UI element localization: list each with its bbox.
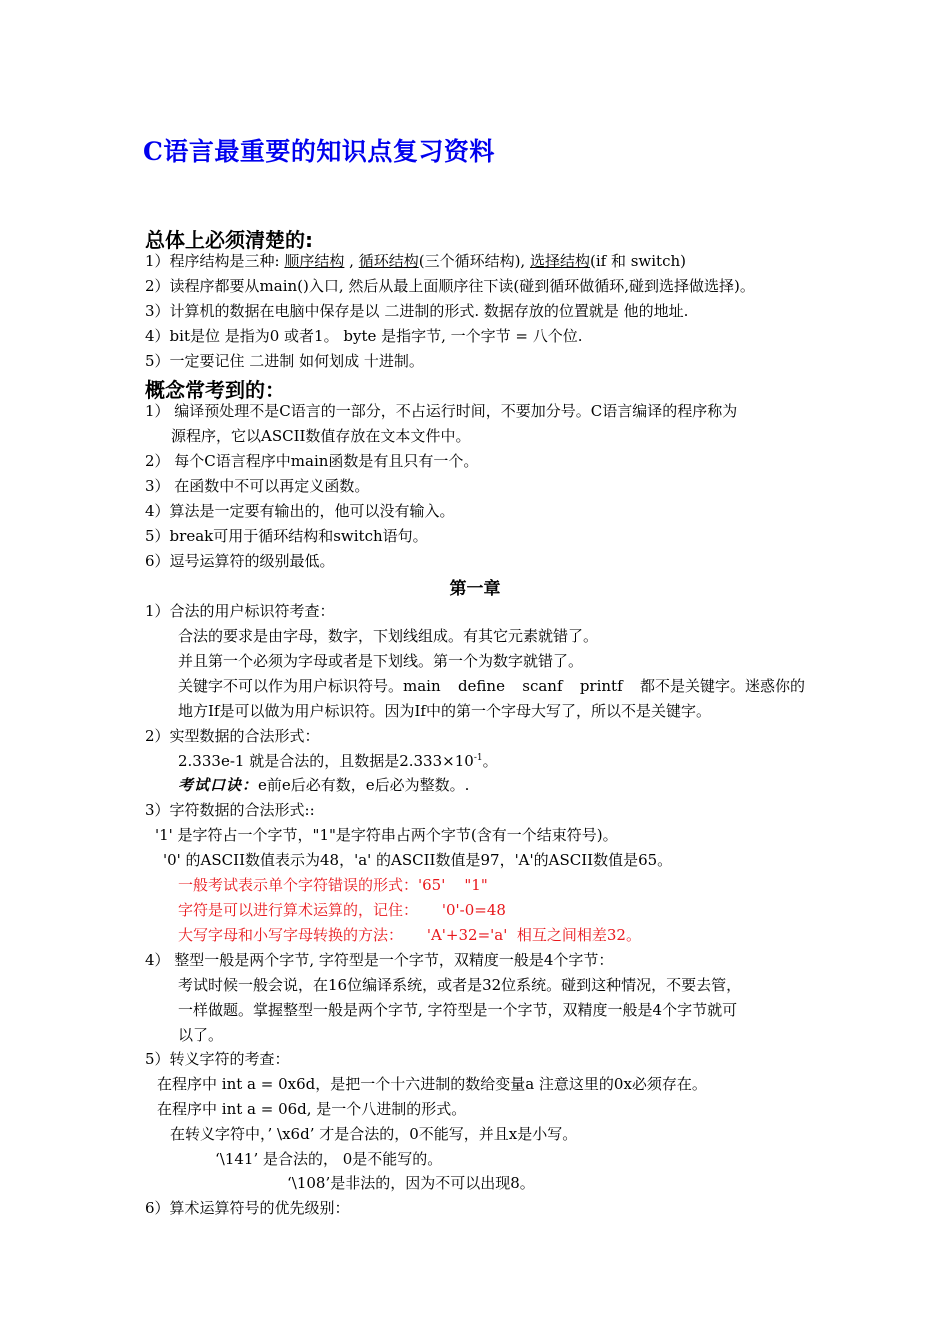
term-sequential: 顺序结构: [284, 252, 345, 270]
ch1-point-3b: '0' 的ASCII数值表示为48，'a' 的ASCII数值是97，'A'的ASCII数值是65。: [163, 851, 673, 869]
concept-line-4: 4）算法是一定要有输出的，他可以没有输入。: [145, 502, 455, 520]
ch1-point-4c: 以了。: [178, 1026, 224, 1044]
overview-line-3: 3）计算机的数据在电脑中保存是以 二进制的形式. 数据存放的位置就是 他的地址.: [145, 302, 689, 320]
ch1-point-4: 4） 整型一般是两个字节, 字符型是一个字节，双精度一般是4个字节：: [145, 951, 614, 969]
concept-line-6: 6）逗号运算符的级别最低。: [145, 552, 335, 570]
ch1-point-5b: 在程序中 int a = 06d, 是一个八进制的形式。: [157, 1100, 467, 1118]
ch1-point-1c: 关键字不可以作为用户标识符号。main define scanf printf 都不是关键字。迷惑你的: [178, 677, 805, 695]
ch1-point-4a: 考试时候一般会说，在16位编译系统，或者是32位系统。碰到这种情况，不要去管，: [178, 976, 742, 994]
overview-line-2: 2）读程序都要从main()入口, 然后从最上面顺序往下读(碰到循环做循环,碰到选择做选择)。: [145, 277, 755, 295]
ch1-point-3: 3）字符数据的合法形式::: [145, 801, 315, 819]
ch1-point-5c: 在转义字符中，’ \x6d’ 才是合法的，0不能写，并且x是小写。: [170, 1125, 578, 1143]
chapter-heading: 第一章: [449, 579, 501, 599]
overview-line-1: 1）程序结构是三种: 顺序结构 , 循环结构(三个循环结构), 选择结构(if 和 switch): [145, 252, 686, 270]
ch1-point-3c: 一般考试表示单个字符错误的形式：'65' "1": [178, 876, 488, 894]
ch1-point-3d: 字符是可以进行算术运算的，记住： '0'-0=48: [178, 901, 506, 919]
ch1-point-1: 1）合法的用户标识符考查：: [145, 602, 335, 620]
ch1-point-3e: 大写字母和小写字母转换的方法： 'A'+32='a' 相互之间相差32。: [178, 926, 641, 944]
ch1-point-6: 6）算术运算符号的优先级别：: [145, 1199, 350, 1217]
ch1-point-2: 2）实型数据的合法形式：: [145, 727, 320, 745]
ch1-point-2b: 考试口诀：e前e后必有数，e后必为整数。.: [178, 776, 470, 794]
ch1-point-4b: 一样做题。掌握整型一般是两个字节, 字符型是一个字节，双精度一般是4个字节就可: [178, 1001, 738, 1019]
document-title: C语言最重要的知识点复习资料: [143, 137, 495, 166]
concept-line-1a: 1） 编译预处理不是C语言的一部分，不占运行时间，不要加分号。C语言编译的程序称为: [145, 402, 738, 420]
concept-line-5: 5）break可用于循环结构和switch语句。: [145, 527, 428, 545]
section-heading-overview: 总体上必须清楚的:: [145, 228, 313, 252]
ch1-point-1b: 并且第一个必须为字母或者是下划线。第一个为数字就错了。: [178, 652, 584, 670]
overview-line-5: 5）一定要记住 二进制 如何划成 十进制。: [145, 352, 424, 370]
overview-line-4: 4）bit是位 是指为0 或者1。 byte 是指字节, 一个字节 = 八个位.: [145, 327, 583, 345]
exam-tip-label: 考试口诀：: [178, 776, 259, 794]
ch1-point-3a: '1' 是字符占一个字节，"1"是字符串占两个字节(含有一个结束符号)。: [155, 826, 618, 844]
concept-line-1b: 源程序，它以ASCII数值存放在文本文件中。: [171, 427, 471, 445]
ch1-point-5e: ‘\108’是非法的，因为不可以出现8。: [287, 1174, 535, 1192]
concept-line-3: 3） 在函数中不可以再定义函数。: [145, 477, 370, 495]
term-selection: 选择结构: [529, 252, 590, 270]
ch1-point-5: 5）转义字符的考查：: [145, 1050, 290, 1068]
ch1-point-2a: 2.333e-1 就是合法的，且数据是$2.333\times 10^{-1}$。: [178, 752, 498, 770]
ch1-point-1d: 地方If是可以做为用户标识符。因为If中的第一个字母大写了，所以不是关键字。: [178, 702, 711, 720]
term-loop: 循环结构: [358, 252, 419, 270]
section-heading-concepts: 概念常考到的：: [145, 378, 285, 402]
ch1-point-1a: 合法的要求是由字母，数字，下划线组成。有其它元素就错了。: [178, 627, 599, 645]
ch1-point-5d: ‘\141’ 是合法的， 0是不能写的。: [215, 1150, 443, 1168]
concept-line-2: 2） 每个C语言程序中main函数是有且只有一个。: [145, 452, 479, 470]
ch1-point-5a: 在程序中 int a = 0x6d，是把一个十六进制的数给变量a 注意这里的0x必须存在。: [157, 1075, 707, 1093]
